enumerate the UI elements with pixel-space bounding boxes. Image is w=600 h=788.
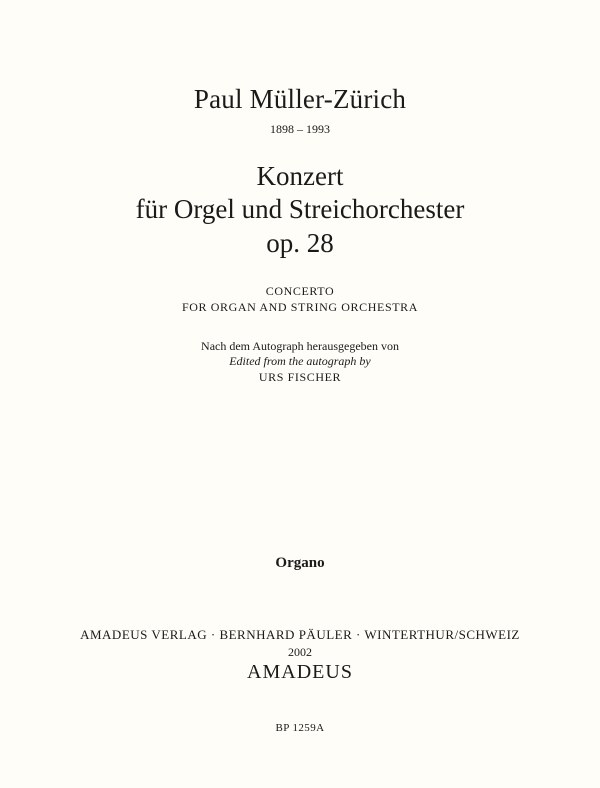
publication-year: 2002: [288, 645, 312, 659]
editor-name: URS FISCHER: [258, 370, 342, 384]
english-title-line-1: CONCERTO: [265, 284, 335, 298]
opus-number: op. 28: [266, 228, 334, 258]
composer-name: Paul Müller-Zürich: [193, 84, 407, 114]
publisher-logo: [0, 661, 600, 684]
title-line-1: Konzert: [256, 161, 344, 191]
edition-note-german: Nach dem Autograph herausgegeben von: [201, 339, 399, 353]
catalog-number: BP 1259A: [275, 722, 325, 734]
publisher-logo-text: AMADEUS: [247, 661, 353, 683]
edition-note-english: Edited from the autograph by: [229, 354, 371, 368]
english-title-line-2: FOR ORGAN AND STRING ORCHESTRA: [181, 300, 419, 314]
publisher-line: AMADEUS VERLAG · BERNHARD PÄULER · WINTERTHUR/SCHWEIZ: [80, 627, 520, 642]
composer-dates: 1898 – 1993: [270, 122, 330, 136]
part-name: Organo: [275, 555, 325, 571]
title-line-2: für Orgel und Streichorchester: [135, 194, 465, 224]
